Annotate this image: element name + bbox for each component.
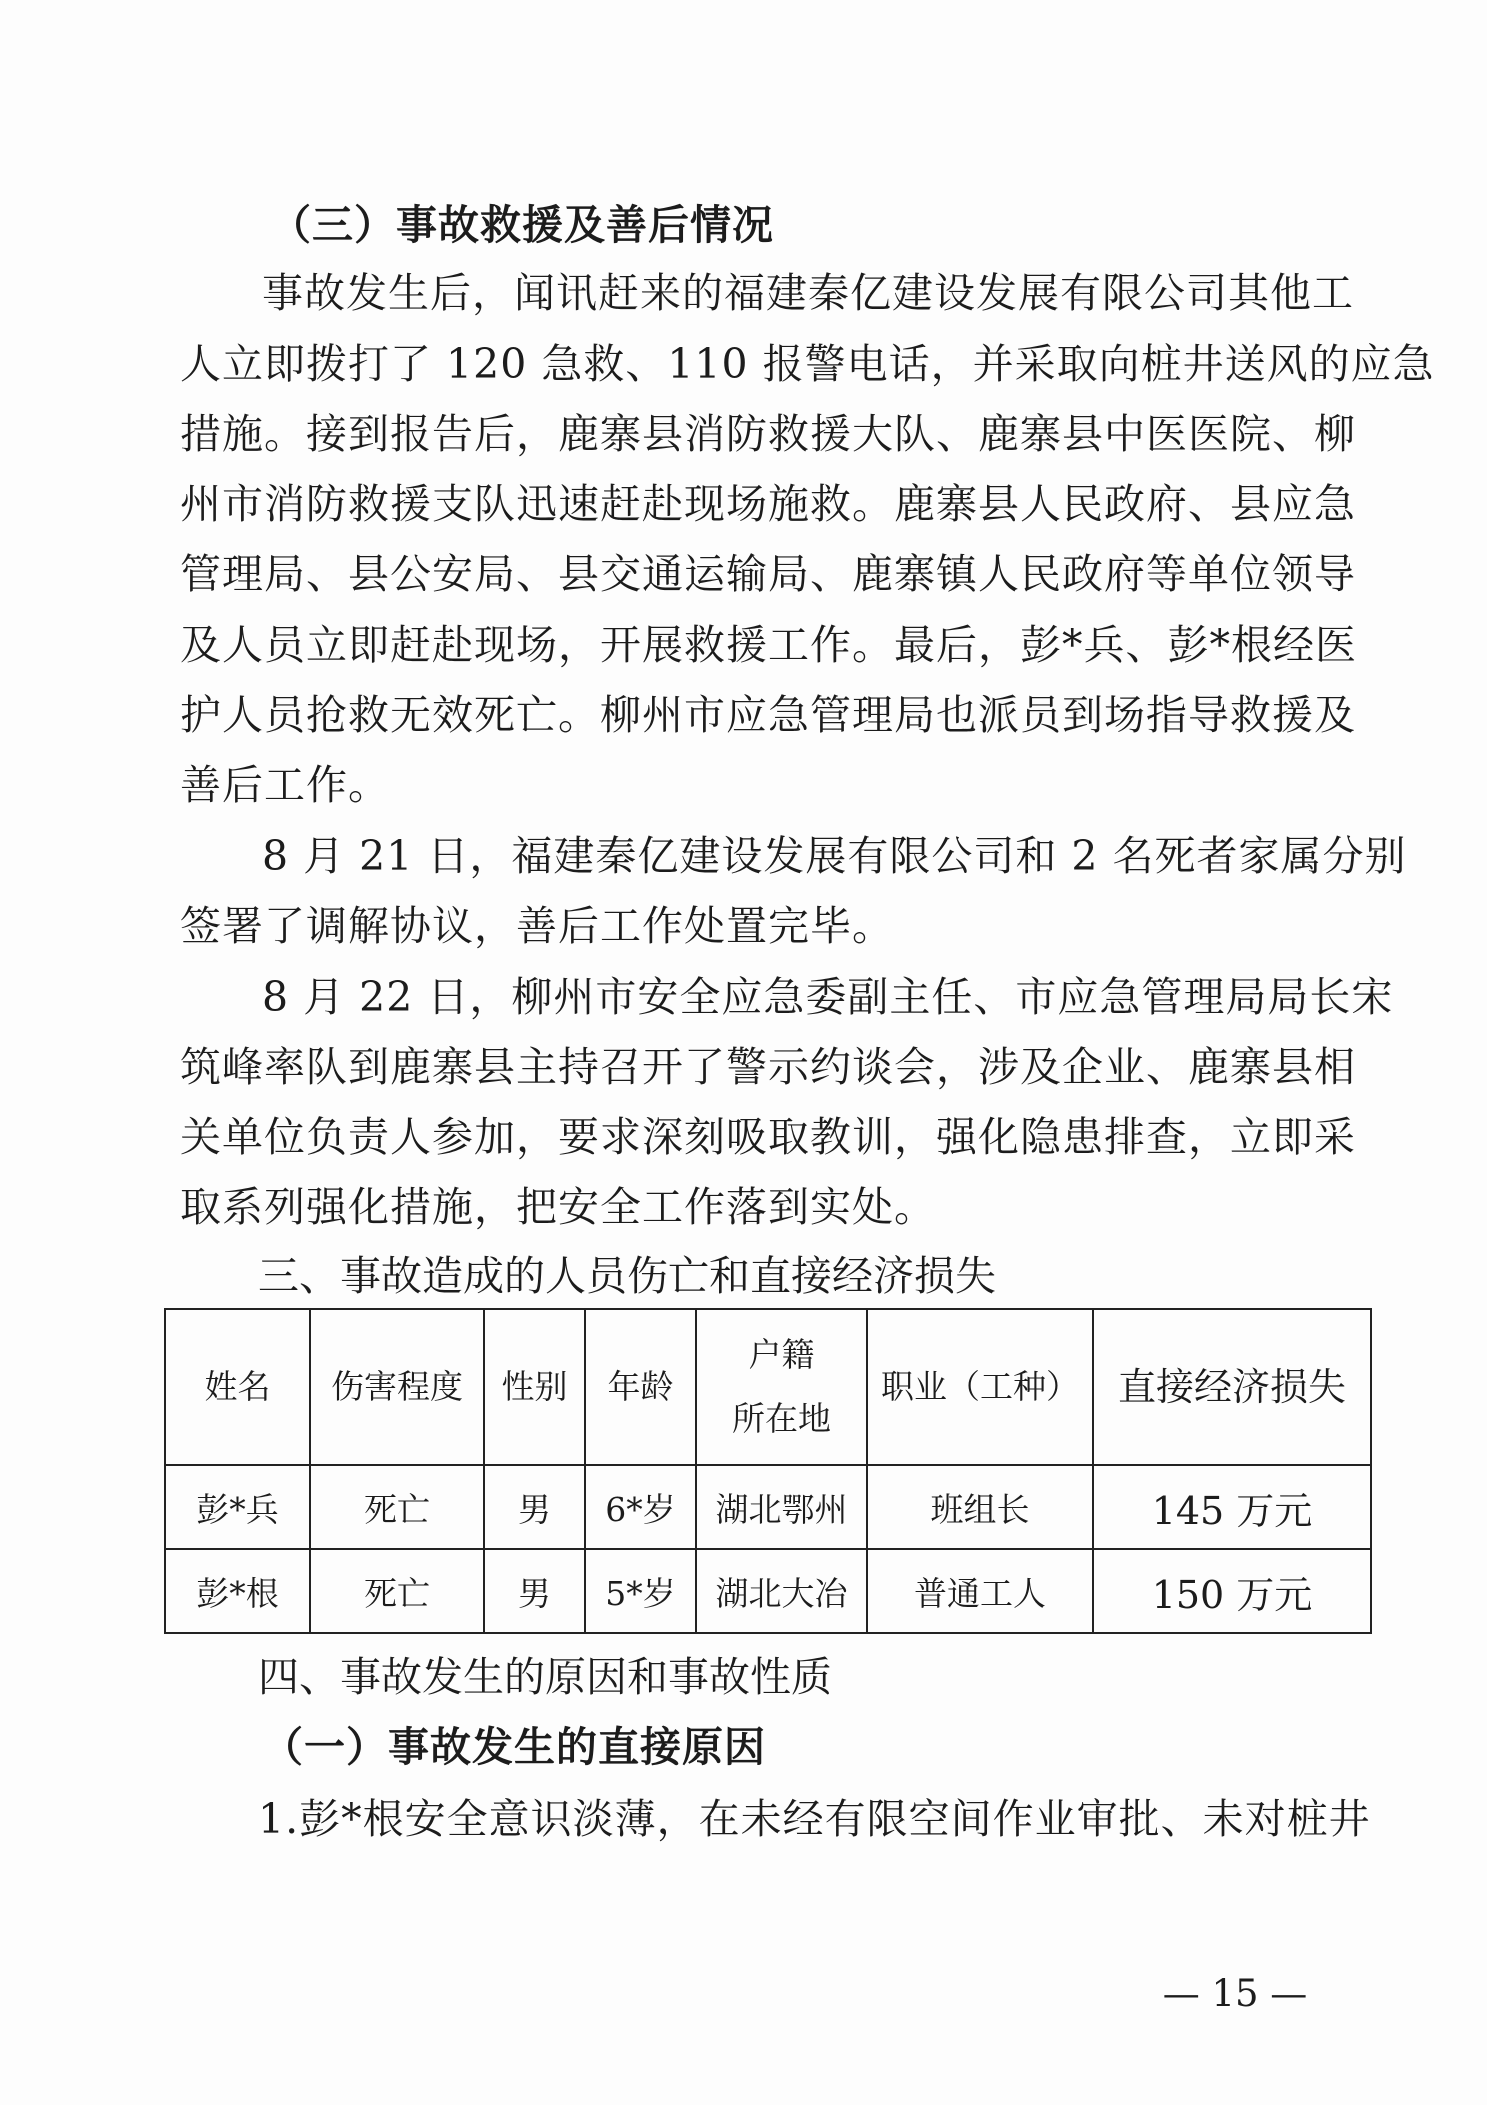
table-header-row (165, 1309, 1371, 1465)
subsection-heading-direct-cause: （一）事故发生的直接原因 (262, 1723, 766, 1771)
paragraph-line: 筑峰率队到鹿寨县主持召开了警示约谈会，涉及企业、鹿寨县相 (180, 1043, 1356, 1091)
paragraph-line: 事故发生后，闻讯赶来的福建秦亿建设发展有限公司其他工 (262, 269, 1354, 317)
paragraph-line: 护人员抢救无效死亡。柳州市应急管理局也派员到场指导救援及 (180, 691, 1356, 739)
page-number: — 15 — (1162, 1972, 1308, 2015)
header-name: 姓名 (165, 1309, 310, 1465)
section-heading-rescue: （三）事故救援及善后情况 (270, 201, 774, 249)
paragraph-line: 善后工作。 (180, 761, 390, 809)
paragraph-line: 州市消防救援支队迅速赶赴现场施救。鹿寨县人民政府、县应急 (180, 480, 1356, 528)
header-direct-loss: 直接经济损失 (1093, 1309, 1371, 1465)
paragraph-line: 及人员立即赶赴现场，开展救援工作。最后，彭*兵、彭*根经医 (180, 621, 1357, 669)
paragraph-line: 取系列强化措施，把安全工作落到实处。 (180, 1183, 936, 1231)
casualty-loss-table (164, 1308, 1372, 1634)
paragraph-line: 措施。接到报告后，鹿寨县消防救援大队、鹿寨县中医医院、柳 (180, 410, 1356, 458)
cell-residence: 湖北鄂州 (696, 1465, 867, 1549)
section-heading-causes: 四、事故发生的原因和事故性质 (258, 1653, 832, 1701)
cell-age: 5*岁 (585, 1549, 696, 1633)
section-heading-casualties: 三、事故造成的人员伤亡和直接经济损失 (258, 1252, 996, 1300)
cell-name: 彭*根 (165, 1549, 310, 1633)
paragraph-line: 8 月 21 日，福建秦亿建设发展有限公司和 2 名死者家属分别 (262, 832, 1407, 880)
cell-gender: 男 (484, 1465, 585, 1549)
table-row (165, 1465, 1371, 1549)
cell-injury: 死亡 (310, 1549, 484, 1633)
header-gender: 性别 (484, 1309, 585, 1465)
cell-age: 6*岁 (585, 1465, 696, 1549)
header-occupation: 职业（工种） (867, 1309, 1093, 1465)
header-injury: 伤害程度 (310, 1309, 484, 1465)
cell-injury: 死亡 (310, 1465, 484, 1549)
paragraph-line: 签署了调解协议，善后工作处置完毕。 (180, 902, 894, 950)
cell-residence: 湖北大冶 (696, 1549, 867, 1633)
header-residence-line1: 户籍 (748, 1335, 815, 1374)
paragraph-line: 1.彭*根安全意识淡薄，在未经有限空间作业审批、未对桩井 (258, 1795, 1371, 1843)
paragraph-line: 8 月 22 日，柳州市安全应急委副主任、市应急管理局局长宋 (262, 973, 1394, 1021)
header-age: 年龄 (585, 1309, 696, 1465)
header-residence (696, 1309, 867, 1465)
cell-direct-loss: 150 万元 (1093, 1549, 1371, 1633)
header-residence-line2: 所在地 (732, 1399, 831, 1438)
table-row (165, 1549, 1371, 1633)
cell-name: 彭*兵 (165, 1465, 310, 1549)
paragraph-line: 关单位负责人参加，要求深刻吸取教训，强化隐患排查，立即采 (180, 1113, 1356, 1161)
paragraph-line: 管理局、县公安局、县交通运输局、鹿寨镇人民政府等单位领导 (180, 550, 1356, 598)
cell-gender: 男 (484, 1549, 585, 1633)
cell-occupation: 普通工人 (867, 1549, 1093, 1633)
cell-occupation: 班组长 (867, 1465, 1093, 1549)
cell-direct-loss: 145 万元 (1093, 1465, 1371, 1549)
paragraph-line: 人立即拨打了 120 急救、110 报警电话，并采取向桩井送风的应急 (180, 340, 1435, 388)
